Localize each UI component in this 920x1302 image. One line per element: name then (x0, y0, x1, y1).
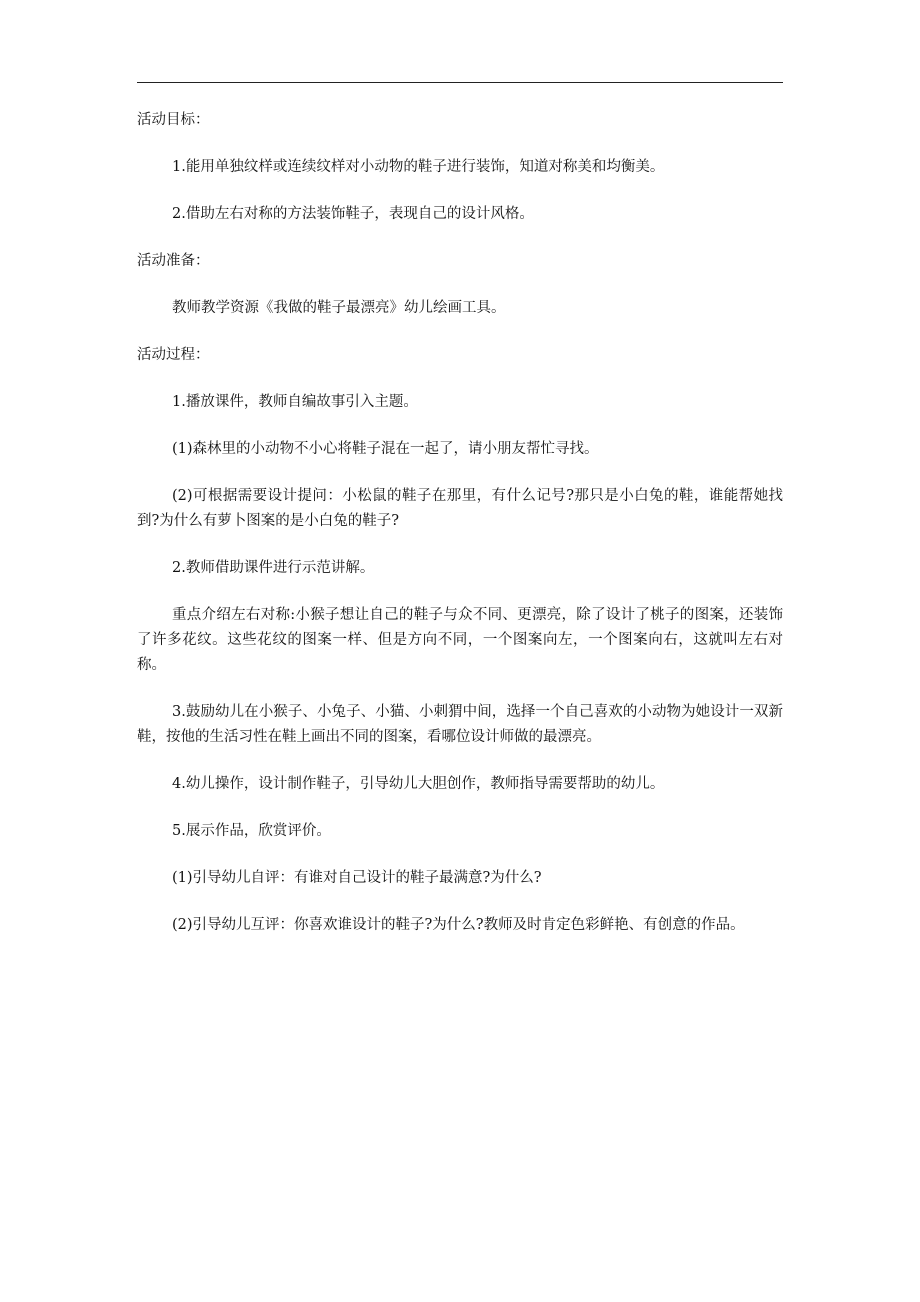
process-substep-1-1: (1)森林里的小动物不小心将鞋子混在一起了，请小朋友帮忙寻找。 (172, 441, 599, 457)
goal-item-1: 1.能用单独纹样或连续纹样对小动物的鞋子进行装饰，知道对称美和均衡美。 (172, 159, 665, 175)
process-step-2: 2.教师借助课件进行示范讲解。 (172, 560, 375, 576)
process-step-4: 4.幼儿操作，设计制作鞋子，引导幼儿大胆创作，教师指导需要帮助的幼儿。 (172, 776, 665, 792)
process-step-5: 5.展示作品，欣赏评价。 (172, 823, 331, 839)
section-heading-goals: 活动目标： (137, 112, 210, 128)
goal-item-2: 2.借助左右对称的方法装饰鞋子，表现自己的设计风格。 (172, 206, 534, 222)
process-step-3: 3.鼓励幼儿在小猴子、小兔子、小猫、小刺猬中间，选择一个自己喜欢的小动物为她设计一双新鞋，按他的生活习性在鞋上画出不同的图案，看哪位设计师做的最漂亮。 (137, 704, 783, 745)
document-body (137, 108, 783, 960)
process-substep-1-2: (2)可根据需要设计提问：小松鼠的鞋子在那里，有什么记号?那只是小白兔的鞋，谁能帮她找到?为什么有萝卜图案的是小白兔的鞋子? (137, 488, 783, 529)
section-heading-process: 活动过程： (137, 347, 210, 363)
section-heading-preparation: 活动准备： (137, 253, 210, 269)
header-rule (137, 82, 783, 83)
process-substep-5-2: (2)引导幼儿互评：你喜欢谁设计的鞋子?为什么?教师及时肯定色彩鲜艳、有创意的作品。 (172, 917, 745, 933)
process-step-2-detail: 重点介绍左右对称:小猴子想让自己的鞋子与众不同、更漂亮，除了设计了桃子的图案，还装饰了许多花纹。这些花纹的图案一样、但是方向不同，一个图案向左，一个图案向右，这就叫左右对称。 (137, 607, 783, 673)
process-substep-5-1: (1)引导幼儿自评：有谁对自己设计的鞋子最满意?为什么? (172, 870, 542, 886)
preparation-item: 教师教学资源《我做的鞋子最漂亮》幼儿绘画工具。 (172, 300, 506, 316)
process-step-1: 1.播放课件，教师自编故事引入主题。 (172, 394, 418, 410)
